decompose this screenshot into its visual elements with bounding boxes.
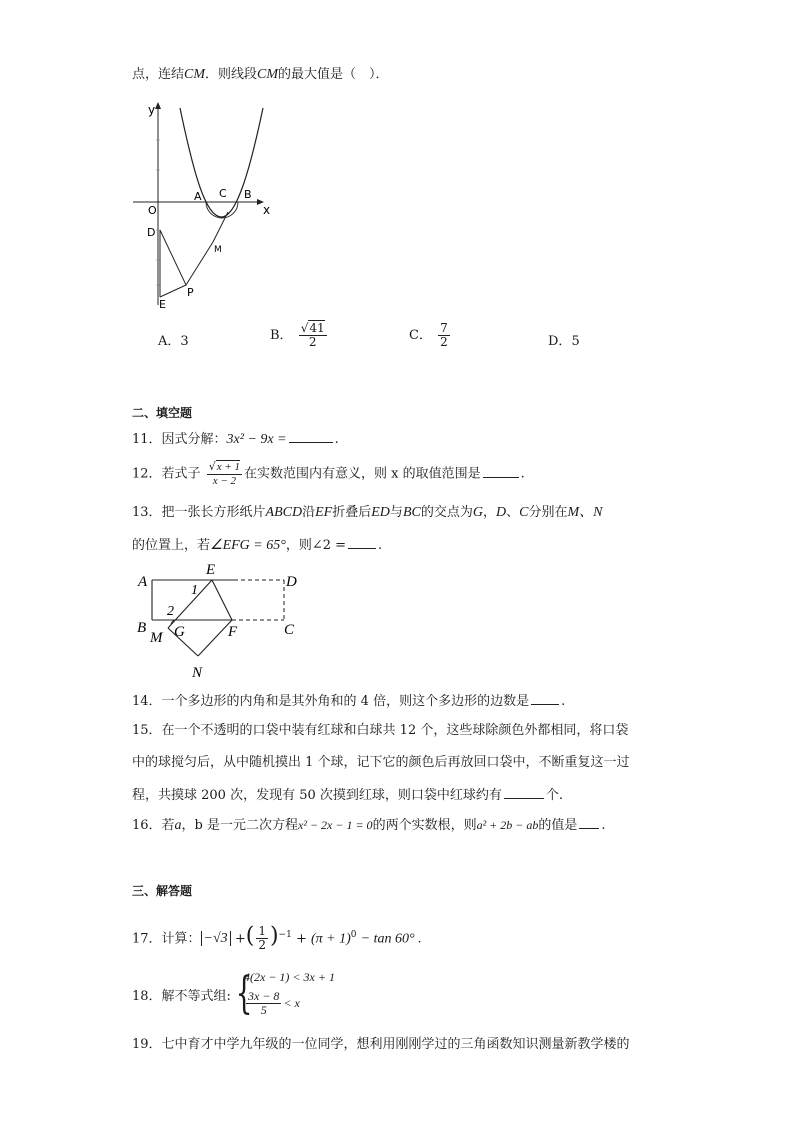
question-13-line2: 的位置上，若∠EFG = 65°，则∠2 = .	[132, 538, 383, 553]
question-15-line1: 15．在一个不透明的口袋中装有红球和白球共 12 个，这些球除颜色外都相同，将口袋	[132, 723, 629, 738]
question-13-line1: 13．把一张长方形纸片ABCD沿EF折叠后ED与BC的交点为G，D、C分别在M、N	[132, 505, 603, 520]
fold-label-1: 1	[191, 583, 198, 598]
fold-label-f: F	[228, 624, 238, 640]
fold-label-g: G	[174, 624, 185, 640]
question-12: 12．若式子 $\frac{√x + 1}{x - 2}$ 在实数范围内有意义，则 x 的取值范围是 .	[132, 460, 525, 487]
graph-label-a: A	[194, 190, 202, 203]
parabola-graph	[130, 100, 290, 315]
answer-blank	[531, 692, 559, 705]
option-c: C． $\frac{7}{2}$	[409, 321, 448, 349]
question-11: 11．因式分解：3x² − 9x = .	[132, 432, 339, 447]
q10-tail-line: 点，连结CM．则线段CM的最大值是（ ）．	[132, 67, 389, 82]
fold-label-e: E	[206, 562, 216, 578]
graph-label-c: C	[219, 187, 227, 200]
graph-label-p: P	[187, 286, 194, 299]
question-15-line2: 中的球搅匀后，从中随机摸出 1 个球，记下它的颜色后再放回口袋中，不断重复这一过	[132, 755, 630, 770]
section-fill-in-title: 二、填空题	[132, 406, 193, 420]
folding-figure	[134, 562, 314, 680]
fold-label-b: B	[137, 620, 147, 636]
question-14: 14．一个多边形的内角和是其外角和的 4 倍，则这个多边形的边数是 .	[132, 694, 566, 709]
answer-blank	[483, 465, 519, 478]
question-17: 17．计算： −√3 +( $\frac{1}{2}$ )$^{-1} + (\pi + 1)^0 - \tan 60^\circ$ .	[132, 923, 422, 953]
answer-blank	[579, 816, 599, 829]
option-a: A．3	[158, 334, 189, 349]
question-15-line3: 程，共摸球 200 次，发现有 50 次摸到红球，则口袋中红球约有 个.	[132, 788, 564, 803]
fold-label-n: N	[192, 665, 203, 680]
fold-label-d: D	[286, 574, 297, 590]
graph-label-e: E	[159, 298, 166, 311]
graph-label-m: M	[214, 245, 222, 255]
graph-label-d: D	[147, 226, 156, 239]
graph-label-o: O	[148, 204, 157, 217]
option-b: B． $\frac{√41}{2}$	[270, 321, 325, 349]
fold-label-c: C	[284, 622, 295, 638]
graph-label-b: B	[244, 188, 252, 201]
fold-label-m: M	[150, 630, 163, 646]
fold-label-2: 2	[167, 604, 174, 619]
graph-label-x: x	[263, 203, 271, 217]
answer-blank	[289, 430, 333, 443]
answer-blank	[504, 786, 544, 799]
answer-blank	[348, 536, 376, 549]
graph-label-y: y	[148, 103, 156, 117]
question-19: 19．七中育才中学九年级的一位同学，想利用刚刚学过的三角函数知识测量新教学楼的	[132, 1037, 630, 1052]
fold-label-a: A	[138, 574, 148, 590]
question-16: 16．若a，b 是一元二次方程x² − 2x − 1 = 0的两个实数根，则a² + 2b − ab的值是 .	[132, 818, 606, 833]
section-solve-title: 三、解答题	[132, 884, 193, 898]
option-d: D．5	[548, 334, 580, 349]
